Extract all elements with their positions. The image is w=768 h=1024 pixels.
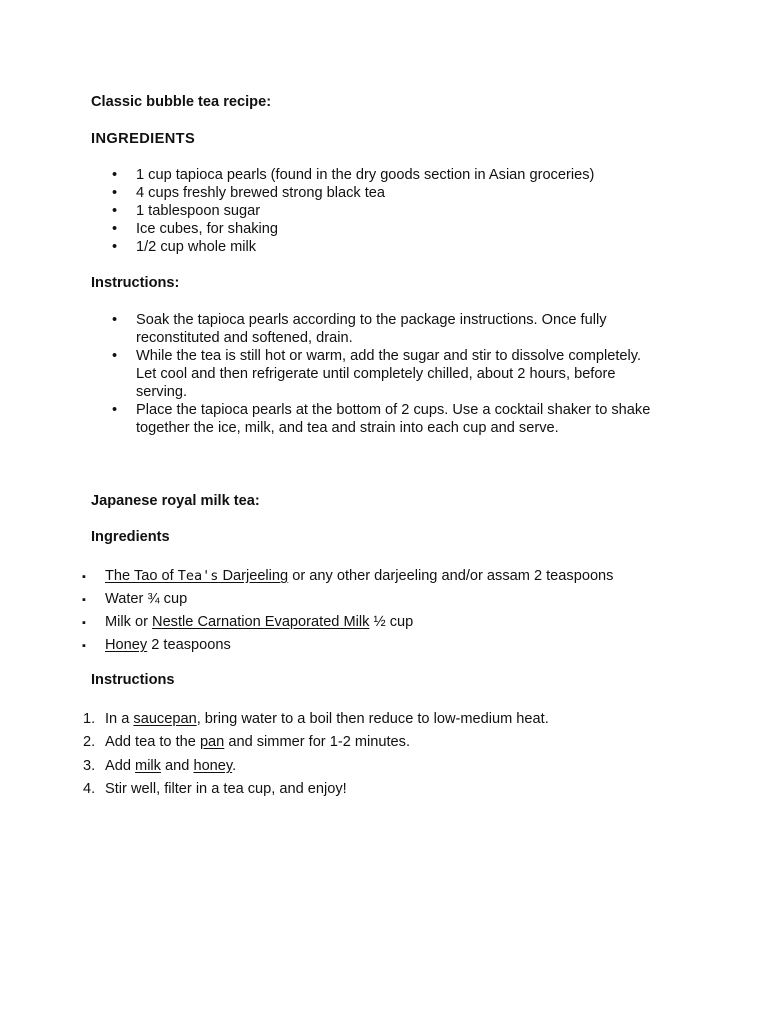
evaporated-milk-link[interactable]: Nestle Carnation Evaporated Milk bbox=[152, 614, 370, 630]
ingredient-text: Ice cubes, for shaking bbox=[136, 221, 278, 237]
ingredient-post: 2 teaspoons bbox=[147, 637, 231, 653]
ingredient-text: 1 cup tapioca pearls (found in the dry goods section in Asian groceries) bbox=[136, 167, 595, 183]
step-text bbox=[105, 757, 236, 775]
step-part: , bring water to a boil then reduce to low-medium heat. bbox=[196, 711, 549, 727]
milk-link[interactable]: milk bbox=[135, 758, 161, 774]
link-text: Darjeeling bbox=[218, 568, 289, 584]
square-bullet: ▪ bbox=[82, 640, 86, 652]
ingredient-text: 1 tablespoon sugar bbox=[136, 203, 261, 219]
ingredient-post: ½ cup bbox=[369, 614, 414, 630]
instruction-line: Let cool and then refrigerate until completely chilled, about 2 hours, before bbox=[136, 366, 616, 382]
instruction-line: together the ice, milk, and tea and strain into each cup and serve. bbox=[136, 420, 559, 436]
instruction-line: serving. bbox=[136, 384, 188, 400]
bullet: • bbox=[112, 167, 118, 183]
step-part: and simmer for 1-2 minutes. bbox=[224, 734, 411, 750]
bullet: • bbox=[112, 185, 118, 201]
step-number: 1. bbox=[83, 711, 96, 727]
bullet: • bbox=[112, 239, 118, 255]
step-text: Stir well, filter in a tea cup, and enjoy! bbox=[105, 781, 347, 797]
ingredient-text bbox=[105, 636, 231, 654]
tao-of-tea-darjeeling-link[interactable] bbox=[105, 568, 288, 584]
ingredient-text: 1/2 cup whole milk bbox=[136, 239, 257, 255]
square-bullet: ▪ bbox=[82, 617, 86, 629]
step-part: and bbox=[160, 758, 194, 774]
instruction-line: Soak the tapioca pearls according to the package instructions. Once fully bbox=[136, 312, 607, 328]
ingredient-pre: Milk or bbox=[105, 614, 153, 630]
royal-instructions-heading: Instructions bbox=[91, 672, 175, 688]
bullet: • bbox=[112, 348, 118, 364]
square-bullet: ▪ bbox=[82, 571, 86, 583]
step-part: . bbox=[232, 758, 237, 774]
link-text-mono: Tea's bbox=[177, 568, 219, 584]
step-part: Add bbox=[105, 758, 136, 774]
bullet: • bbox=[112, 312, 118, 328]
instruction-line: Place the tapioca pearls at the bottom of 2 cups. Use a cocktail shaker to shake bbox=[136, 402, 651, 418]
ingredient-text bbox=[105, 613, 413, 631]
step-number: 3. bbox=[83, 758, 96, 774]
bullet: • bbox=[112, 221, 118, 237]
royal-ingredients-heading: Ingredients bbox=[91, 529, 170, 545]
saucepan-link[interactable]: saucepan bbox=[133, 711, 197, 727]
bullet: • bbox=[112, 203, 118, 219]
step-part: In a bbox=[105, 711, 134, 727]
step-number: 2. bbox=[83, 734, 96, 750]
step-text bbox=[105, 710, 549, 728]
step-part: Add tea to the bbox=[105, 734, 200, 750]
royal-milk-tea-title: Japanese royal milk tea: bbox=[91, 493, 260, 509]
bubble-ingredients-heading: INGREDIENTS bbox=[91, 131, 196, 147]
ingredient-text: Water ¾ cup bbox=[105, 591, 188, 607]
ingredient-text bbox=[105, 567, 613, 585]
bubble-tea-title: Classic bubble tea recipe: bbox=[91, 94, 272, 110]
link-text: The Tao of bbox=[105, 568, 178, 584]
instruction-line: While the tea is still hot or warm, add the sugar and stir to dissolve completely. bbox=[136, 348, 642, 364]
bubble-instructions-heading: Instructions: bbox=[91, 275, 180, 291]
square-bullet: ▪ bbox=[82, 594, 86, 606]
step-text bbox=[105, 733, 410, 751]
bullet: • bbox=[112, 402, 118, 418]
ingredient-post: or any other darjeeling and/or assam 2 teaspoons bbox=[288, 568, 614, 584]
instruction-line: reconstituted and softened, drain. bbox=[136, 330, 353, 346]
ingredient-text: 4 cups freshly brewed strong black tea bbox=[136, 185, 386, 201]
honey-link[interactable]: Honey bbox=[105, 637, 148, 653]
step-number: 4. bbox=[83, 781, 96, 797]
pan-link[interactable]: pan bbox=[199, 734, 225, 750]
honey-step-link[interactable]: honey bbox=[193, 758, 233, 774]
